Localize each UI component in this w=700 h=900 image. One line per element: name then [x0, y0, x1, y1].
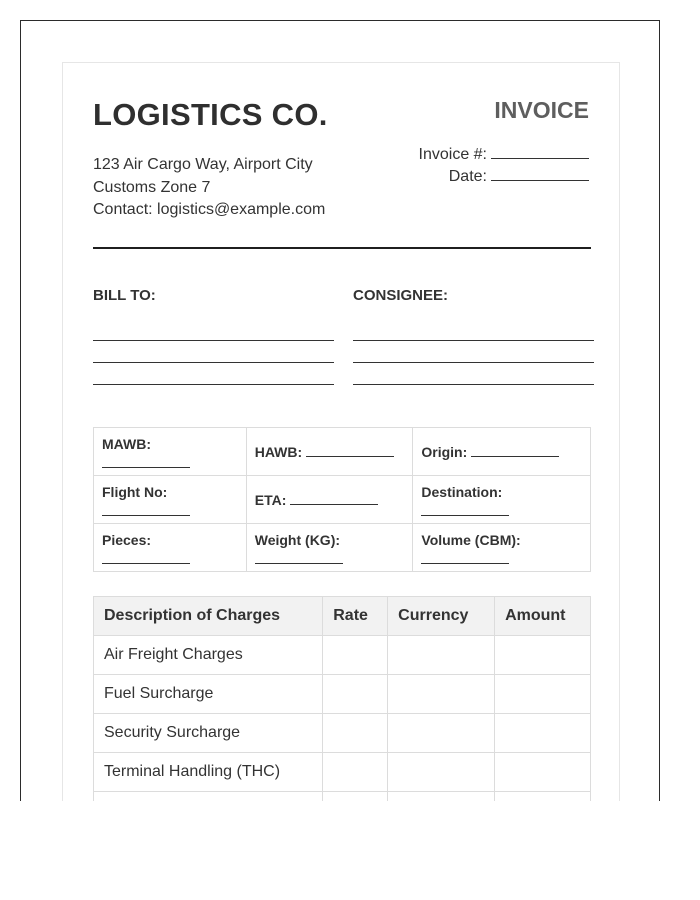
mawb-cell: [94, 428, 247, 476]
weight-cell: [246, 524, 413, 572]
table-row: [94, 636, 591, 675]
currency-cell[interactable]: [388, 714, 495, 753]
currency-cell[interactable]: [388, 753, 495, 792]
charge-description: Air Freight Charges: [94, 636, 323, 675]
pieces-field[interactable]: [102, 551, 190, 564]
consignee-line[interactable]: [353, 362, 594, 363]
hawb-field[interactable]: [306, 444, 394, 457]
weight-field[interactable]: [255, 551, 343, 564]
invoice-number-field[interactable]: [491, 144, 589, 159]
invoice-number-label: Invoice #:: [418, 146, 487, 163]
amount-cell[interactable]: [495, 714, 591, 753]
charge-description: [94, 792, 323, 802]
destination-label: Destination:: [421, 484, 503, 500]
invoice-meta: [419, 144, 589, 188]
header-amount: Amount: [495, 597, 591, 636]
rate-cell[interactable]: [323, 675, 388, 714]
rate-cell[interactable]: [323, 636, 388, 675]
eta-cell: [246, 476, 413, 524]
flight-no-label: Flight No:: [102, 484, 168, 500]
address-line-contact: Contact: logistics@example.com: [93, 201, 326, 218]
currency-cell[interactable]: [388, 636, 495, 675]
invoice-number-row: [419, 144, 589, 166]
destination-field[interactable]: [421, 503, 509, 516]
charges-table: [93, 596, 591, 801]
hawb-cell: [246, 428, 413, 476]
mawb-label: MAWB:: [102, 436, 151, 452]
table-row: [94, 753, 591, 792]
table-row: [94, 792, 591, 802]
flight-no-cell: [94, 476, 247, 524]
invoice-sheet: [62, 62, 620, 801]
company-address: [93, 154, 325, 222]
table-row: [94, 675, 591, 714]
volume-field[interactable]: [421, 551, 509, 564]
invoice-title: INVOICE: [494, 97, 589, 123]
address-line-street: 123 Air Cargo Way, Airport City: [93, 156, 313, 173]
amount-cell[interactable]: [495, 636, 591, 675]
invoice-date-label: Date:: [448, 168, 487, 185]
shipment-row: [94, 476, 591, 524]
consignee-line[interactable]: [353, 384, 594, 385]
consignee-line[interactable]: [353, 340, 594, 341]
header-description: Description of Charges: [94, 597, 323, 636]
charge-description: Fuel Surcharge: [94, 675, 323, 714]
currency-cell[interactable]: [388, 675, 495, 714]
rate-cell[interactable]: [323, 714, 388, 753]
bill-to-line[interactable]: [93, 384, 334, 385]
volume-cell: [413, 524, 591, 572]
invoice-date-field[interactable]: [491, 166, 589, 181]
page-frame: [20, 20, 660, 801]
weight-label: Weight (KG):: [254, 532, 341, 548]
header-divider: [93, 247, 591, 249]
amount-cell[interactable]: [495, 753, 591, 792]
currency-cell[interactable]: [388, 792, 495, 802]
destination-cell: [413, 476, 591, 524]
bill-to-line[interactable]: [93, 362, 334, 363]
amount-cell[interactable]: [495, 792, 591, 802]
pieces-label: Pieces:: [102, 532, 152, 548]
bill-to-label: BILL TO:: [93, 287, 156, 304]
table-row: [94, 714, 591, 753]
invoice-date-row: [419, 166, 589, 188]
header-rate: Rate: [323, 597, 388, 636]
volume-label: Volume (CBM):: [421, 532, 521, 548]
consignee-section: [353, 287, 594, 385]
shipment-row: [94, 524, 591, 572]
origin-field[interactable]: [471, 444, 559, 457]
charges-header-row: [94, 597, 591, 636]
company-name: LOGISTICS CO.: [93, 97, 328, 132]
pieces-cell: [94, 524, 247, 572]
bill-to-section: [93, 287, 334, 385]
flight-no-field[interactable]: [102, 503, 190, 516]
mawb-field[interactable]: [102, 455, 190, 468]
rate-cell[interactable]: [323, 792, 388, 802]
origin-label: Origin:: [421, 443, 468, 460]
shipment-row: [94, 428, 591, 476]
bill-to-line[interactable]: [93, 340, 334, 341]
eta-label: ETA:: [254, 491, 287, 508]
shipment-details-table: [93, 427, 591, 572]
consignee-label: CONSIGNEE:: [353, 287, 449, 304]
charge-description: Security Surcharge: [94, 714, 323, 753]
rate-cell[interactable]: [323, 753, 388, 792]
eta-field[interactable]: [290, 492, 378, 505]
amount-cell[interactable]: [495, 675, 591, 714]
header-currency: Currency: [388, 597, 495, 636]
address-line-zone: Customs Zone 7: [93, 178, 211, 196]
hawb-label: HAWB:: [254, 443, 303, 460]
origin-cell: [413, 428, 591, 476]
charge-description: Terminal Handling (THC): [94, 753, 323, 792]
